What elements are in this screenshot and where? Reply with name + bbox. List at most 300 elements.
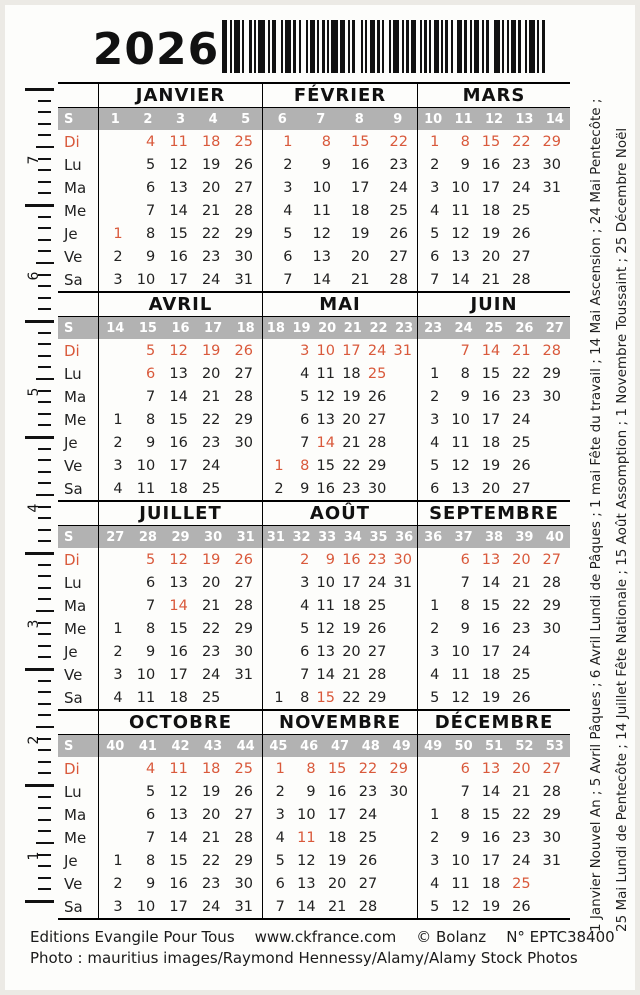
- month-title: AVRIL: [98, 293, 262, 316]
- date-cell: 5: [430, 898, 440, 915]
- days-area: [58, 757, 570, 918]
- date-cell: 11: [316, 597, 335, 614]
- month-dates: [417, 548, 570, 709]
- date-cell: 1: [113, 620, 123, 637]
- date-cell: 15: [481, 597, 501, 614]
- date-cell: 1: [113, 225, 123, 242]
- date-cell: 4: [113, 689, 123, 706]
- year-title: 2026: [92, 23, 220, 75]
- date-cell: 16: [327, 783, 347, 800]
- week-number: 22: [369, 320, 388, 336]
- date-cell: 13: [451, 480, 470, 497]
- week-number: 9: [393, 111, 403, 127]
- date-row: [99, 339, 262, 362]
- date-cell: 26: [234, 551, 253, 568]
- date-cell: 18: [327, 829, 347, 846]
- date-cell: 31: [234, 898, 253, 915]
- date-cell: 1: [274, 457, 284, 474]
- date-cell: 13: [169, 179, 188, 196]
- date-cell: 20: [342, 643, 361, 660]
- date-cell: 20: [342, 411, 361, 428]
- date-row: [263, 617, 417, 640]
- date-cell: 20: [512, 760, 531, 777]
- date-row: [418, 803, 570, 826]
- day-label: Lu: [64, 573, 82, 592]
- day-label: Me: [64, 201, 87, 220]
- date-cell: 27: [512, 480, 531, 497]
- week-numbers: [98, 317, 262, 339]
- date-cell: 15: [169, 411, 188, 428]
- date-row: [263, 872, 417, 895]
- date-cell: 11: [451, 666, 470, 683]
- ruler-half-tick: [36, 146, 54, 148]
- date-cell: 6: [430, 480, 440, 497]
- date-cell: 16: [169, 643, 188, 660]
- week-number: 46: [300, 738, 319, 754]
- date-row: [99, 895, 262, 918]
- week-number: 37: [454, 529, 473, 545]
- date-row: [418, 757, 570, 780]
- week-number-band: [58, 526, 570, 548]
- date-cell: 17: [481, 411, 501, 428]
- day-label: Ma: [64, 805, 87, 824]
- date-cell: 30: [542, 620, 561, 637]
- date-cell: 2: [430, 829, 440, 846]
- week-numbers: [98, 735, 262, 757]
- ruler-mm-tick: [38, 761, 51, 763]
- month-header-row: [58, 82, 570, 108]
- date-cell: 21: [512, 574, 531, 591]
- date-cell: 3: [430, 643, 440, 660]
- date-cell: 13: [481, 551, 501, 568]
- date-cell: 2: [430, 388, 440, 405]
- date-cell: 6: [275, 875, 285, 892]
- date-cell: 26: [512, 225, 531, 242]
- date-cell: 15: [481, 365, 501, 382]
- ruler-mm-tick: [38, 366, 51, 368]
- date-cell: 9: [145, 875, 156, 892]
- date-cell: 9: [460, 388, 470, 405]
- date-cell: 10: [136, 666, 156, 683]
- holidays-note-line1: 1 Janvier Nouvel An ; 5 Avril Pâques ; 6 Avril Lundi de Pâques ; 1 mai Fête du travail ; 14 Mai Ascension ; 24 Mai Pentecôte ;: [588, 98, 604, 932]
- date-cell: 24: [201, 271, 221, 288]
- date-cell: 5: [275, 852, 285, 869]
- week-number: 49: [392, 738, 411, 754]
- ruler-mm-tick: [38, 796, 51, 798]
- ruler-number: 3: [26, 619, 42, 629]
- date-cell: 15: [169, 852, 188, 869]
- ruler-mm-tick: [38, 250, 51, 252]
- month-dates: [262, 757, 417, 918]
- date-cell: [99, 199, 132, 222]
- date-cell: [263, 617, 289, 640]
- date-cell: [540, 686, 570, 709]
- date-row: [418, 130, 570, 153]
- publisher-name: Editions Evangile Pour Tous: [30, 928, 235, 946]
- date-cell: [391, 408, 417, 431]
- week-number: 49: [424, 738, 443, 754]
- week-number: 45: [269, 738, 288, 754]
- date-cell: [263, 663, 289, 686]
- date-row: [99, 130, 262, 153]
- date-row: [99, 872, 262, 895]
- ruler-mm-tick: [38, 703, 51, 705]
- ruler-mm-tick: [38, 819, 51, 821]
- ruler-mm-tick: [38, 772, 51, 774]
- month-dates: [417, 339, 570, 500]
- date-cell: 2: [300, 551, 310, 568]
- date-cell: 25: [234, 760, 253, 777]
- month-title: JUILLET: [98, 502, 262, 525]
- ruler-mm-tick: [38, 482, 51, 484]
- date-cell: 20: [481, 480, 501, 497]
- date-cell: [99, 594, 132, 617]
- date-cell: 1: [430, 806, 440, 823]
- date-cell: 8: [306, 760, 316, 777]
- month-title: JANVIER: [98, 84, 262, 107]
- date-cell: 3: [113, 666, 123, 683]
- date-cell: 21: [201, 388, 221, 405]
- week-numbers: [417, 526, 570, 548]
- date-row: [418, 780, 570, 803]
- date-cell: [99, 176, 132, 199]
- week-number-band: [58, 108, 570, 130]
- date-cell: 31: [393, 342, 412, 359]
- date-cell: [391, 617, 417, 640]
- date-cell: 24: [389, 179, 408, 196]
- day-label: Lu: [64, 782, 82, 801]
- date-cell: 26: [367, 388, 387, 405]
- date-cell: 24: [512, 643, 531, 660]
- date-cell: [540, 663, 570, 686]
- date-cell: 9: [460, 156, 470, 173]
- date-cell: 31: [234, 666, 253, 683]
- date-cell: 18: [342, 365, 361, 382]
- week-number: 34: [343, 529, 362, 545]
- ruler-mm-tick: [38, 413, 51, 415]
- date-cell: 4: [113, 480, 123, 497]
- date-cell: 28: [367, 666, 387, 683]
- header-spacer: [58, 293, 98, 316]
- day-label: Sa: [64, 270, 83, 289]
- date-cell: 2: [274, 480, 284, 497]
- week-number: 51: [484, 738, 504, 754]
- date-cell: [418, 757, 448, 780]
- date-cell: [263, 548, 289, 571]
- quarter-block: [58, 291, 570, 500]
- date-cell: 10: [136, 271, 156, 288]
- date-cell: [391, 362, 417, 385]
- date-cell: [418, 780, 448, 803]
- ruler-mm-tick: [38, 529, 51, 531]
- date-row: [99, 245, 262, 268]
- date-cell: 3: [300, 574, 310, 591]
- date-cell: 24: [201, 457, 221, 474]
- date-row: [263, 408, 417, 431]
- ruler-mm-tick: [38, 181, 51, 183]
- date-cell: 23: [201, 875, 221, 892]
- date-cell: 12: [451, 225, 470, 242]
- date-row: [99, 571, 262, 594]
- date-cell: [391, 640, 417, 663]
- date-row: [99, 686, 262, 709]
- date-cell: 8: [145, 620, 156, 637]
- date-cell: 11: [136, 689, 156, 706]
- date-cell: 16: [351, 156, 370, 173]
- date-cell: 14: [169, 202, 188, 219]
- date-cell: 7: [460, 574, 470, 591]
- day-label: Ve: [64, 874, 83, 893]
- date-cell: 3: [430, 852, 440, 869]
- date-cell: 1: [113, 411, 123, 428]
- website-url: www.ckfrance.com: [254, 928, 397, 946]
- week-numbers: [417, 108, 570, 130]
- date-cell: 9: [321, 156, 331, 173]
- date-cell: 18: [481, 666, 501, 683]
- date-cell: 29: [234, 225, 253, 242]
- week-number: 30: [204, 529, 223, 545]
- day-label: Di: [64, 132, 80, 151]
- ruler-mm-tick: [38, 877, 51, 879]
- date-cell: 21: [351, 271, 370, 288]
- date-row: [99, 222, 262, 245]
- ruler-half-tick: [36, 726, 54, 728]
- date-row: [263, 640, 417, 663]
- date-cell: 10: [316, 574, 335, 591]
- date-row: [99, 176, 262, 199]
- date-row: [418, 176, 570, 199]
- date-cell: [386, 849, 417, 872]
- days-area: [58, 548, 570, 709]
- week-number: 21: [343, 320, 362, 336]
- date-cell: [391, 686, 417, 709]
- date-cell: 30: [234, 248, 253, 265]
- date-cell: 30: [393, 551, 412, 568]
- date-cell: 22: [512, 597, 531, 614]
- quarter-block: [58, 500, 570, 709]
- date-cell: 23: [512, 829, 531, 846]
- date-row: [418, 454, 570, 477]
- date-cell: 9: [145, 248, 156, 265]
- date-row: [99, 477, 262, 500]
- week-number: 27: [545, 320, 564, 336]
- date-cell: 3: [300, 342, 310, 359]
- date-row: [263, 477, 417, 500]
- header-spacer: [58, 502, 98, 525]
- date-cell: 16: [481, 829, 501, 846]
- date-cell: 29: [367, 689, 387, 706]
- week-numbers: [262, 735, 417, 757]
- day-label: Je: [64, 851, 78, 870]
- date-cell: 20: [512, 551, 531, 568]
- date-cell: 14: [169, 388, 188, 405]
- month-dates: [98, 339, 262, 500]
- date-cell: 11: [169, 133, 188, 150]
- date-cell: 6: [460, 551, 470, 568]
- date-cell: [263, 571, 289, 594]
- month-dates: [262, 548, 417, 709]
- ruler-number: 1: [26, 851, 42, 861]
- date-row: [263, 362, 417, 385]
- date-cell: 27: [367, 643, 387, 660]
- date-cell: 7: [145, 597, 156, 614]
- date-cell: 11: [451, 202, 470, 219]
- day-label: Di: [64, 341, 80, 360]
- date-cell: 7: [145, 388, 156, 405]
- date-cell: 13: [169, 365, 188, 382]
- date-cell: 6: [300, 411, 310, 428]
- week-numbers: [262, 526, 417, 548]
- date-cell: 27: [234, 574, 253, 591]
- date-cell: 18: [481, 434, 501, 451]
- date-cell: 15: [327, 760, 347, 777]
- date-cell: [263, 339, 289, 362]
- date-cell: 16: [481, 156, 501, 173]
- date-cell: [99, 571, 132, 594]
- week-number: 50: [454, 738, 473, 754]
- date-cell: 10: [297, 806, 316, 823]
- date-cell: 17: [481, 179, 501, 196]
- date-row: [263, 686, 417, 709]
- header-spacer: [58, 84, 98, 107]
- date-cell: 23: [512, 156, 531, 173]
- day-label: Sa: [64, 479, 83, 498]
- date-cell: 30: [234, 434, 253, 451]
- ruler-mm-tick: [38, 459, 51, 461]
- month-title: OCTOBRE: [98, 711, 262, 734]
- date-cell: 22: [201, 620, 221, 637]
- date-cell: 17: [169, 271, 188, 288]
- day-label: Je: [64, 224, 78, 243]
- date-cell: 20: [201, 806, 221, 823]
- week-number: 43: [204, 738, 223, 754]
- week-number: 19: [292, 320, 311, 336]
- date-cell: 29: [542, 806, 561, 823]
- week-number: 28: [138, 529, 157, 545]
- date-cell: [229, 686, 262, 709]
- date-cell: [391, 477, 417, 500]
- date-cell: 23: [358, 783, 378, 800]
- week-number: 10: [424, 111, 443, 127]
- ruler-cm-tick: [25, 668, 54, 671]
- date-cell: 3: [113, 457, 123, 474]
- date-cell: 14: [481, 783, 501, 800]
- date-cell: 28: [389, 271, 408, 288]
- date-cell: [540, 199, 570, 222]
- date-cell: 27: [542, 551, 561, 568]
- date-cell: 25: [367, 597, 387, 614]
- date-cell: 1: [113, 852, 123, 869]
- date-cell: [99, 803, 132, 826]
- date-cell: [263, 431, 289, 454]
- week-number: 44: [236, 738, 255, 754]
- date-cell: [99, 153, 132, 176]
- day-label: Ve: [64, 456, 83, 475]
- date-cell: 11: [451, 434, 470, 451]
- date-cell: 1: [275, 760, 285, 777]
- date-row: [418, 245, 570, 268]
- date-row: [418, 408, 570, 431]
- date-cell: 12: [169, 342, 188, 359]
- date-cell: 1: [430, 365, 440, 382]
- week-number: 26: [515, 320, 534, 336]
- week-number: 16: [171, 320, 190, 336]
- date-cell: 20: [201, 574, 221, 591]
- date-cell: 14: [481, 574, 501, 591]
- date-cell: 11: [451, 875, 470, 892]
- date-cell: 12: [169, 156, 188, 173]
- ruler-half-tick: [36, 378, 54, 380]
- quarter-block: [58, 709, 570, 918]
- month-title: AOÛT: [262, 502, 417, 525]
- date-cell: 31: [393, 574, 412, 591]
- date-cell: 28: [358, 898, 378, 915]
- days-area: [58, 339, 570, 500]
- date-cell: 21: [201, 597, 221, 614]
- date-cell: 20: [201, 179, 221, 196]
- date-cell: 22: [342, 457, 361, 474]
- date-cell: 24: [512, 411, 531, 428]
- date-row: [263, 176, 417, 199]
- date-cell: 19: [201, 156, 221, 173]
- date-cell: 23: [201, 248, 221, 265]
- week-column-label: S: [64, 529, 74, 545]
- date-row: [418, 362, 570, 385]
- date-cell: 13: [316, 411, 335, 428]
- date-cell: [99, 757, 132, 780]
- week-number: 18: [266, 320, 285, 336]
- date-row: [99, 826, 262, 849]
- date-cell: 24: [367, 574, 387, 591]
- ruler-cm-tick: [25, 320, 54, 323]
- ruler-cm-tick: [25, 552, 54, 555]
- ruler-mm-tick: [38, 448, 51, 450]
- day-label: Sa: [64, 688, 83, 707]
- date-row: [418, 477, 570, 500]
- day-label: Je: [64, 642, 78, 661]
- date-cell: 19: [201, 551, 221, 568]
- date-cell: 29: [234, 852, 253, 869]
- date-row: [99, 548, 262, 571]
- date-cell: 19: [481, 898, 501, 915]
- date-cell: 26: [512, 689, 531, 706]
- date-cell: 7: [145, 829, 156, 846]
- date-cell: 5: [145, 156, 156, 173]
- date-cell: 8: [300, 689, 310, 706]
- date-row: [263, 895, 417, 918]
- date-cell: 22: [201, 411, 221, 428]
- week-number: 31: [266, 529, 285, 545]
- date-cell: 9: [300, 480, 310, 497]
- date-cell: [540, 431, 570, 454]
- date-cell: 25: [367, 365, 387, 382]
- date-cell: 26: [367, 620, 387, 637]
- date-cell: 22: [389, 133, 408, 150]
- date-row: [263, 594, 417, 617]
- week-number: 12: [484, 111, 504, 127]
- date-cell: 23: [367, 551, 387, 568]
- date-cell: 12: [316, 620, 335, 637]
- date-cell: 25: [512, 875, 531, 892]
- date-cell: 18: [169, 689, 188, 706]
- week-number: 2: [143, 111, 153, 127]
- date-cell: [263, 385, 289, 408]
- date-row: [99, 408, 262, 431]
- date-cell: 3: [283, 179, 293, 196]
- ruler-mm-tick: [38, 111, 51, 113]
- month-header-row: [58, 291, 570, 317]
- date-cell: [391, 385, 417, 408]
